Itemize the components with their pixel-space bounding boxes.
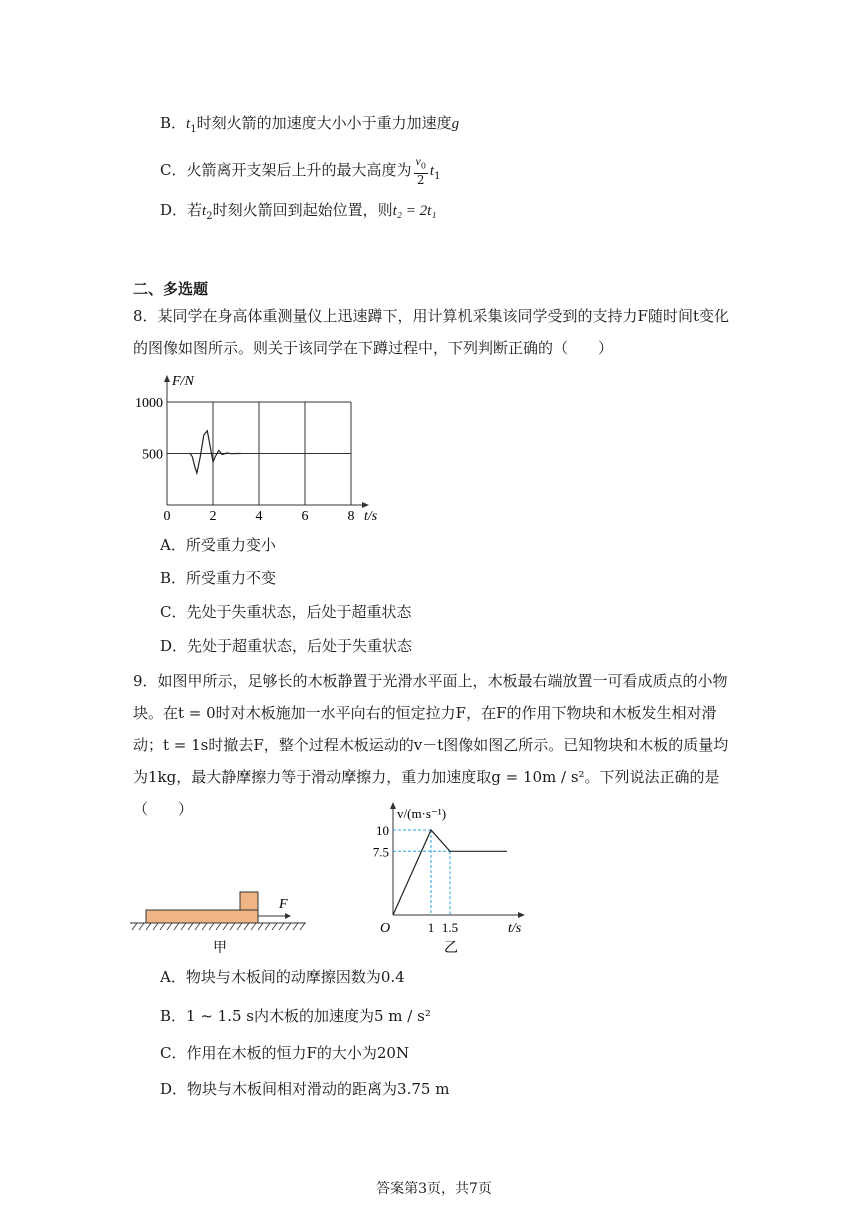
force-label: F: [279, 897, 288, 912]
hatch-mark: [272, 923, 277, 930]
q8-option-d: D．先处于超重状态，后处于失重状态: [160, 637, 413, 655]
hatch-mark: [300, 923, 305, 930]
hatch-mark: [139, 923, 144, 930]
force-curve: [190, 431, 241, 473]
hatch-mark: [265, 923, 270, 930]
y-axis-label: F/N: [172, 374, 194, 389]
q9-option-d: D．物块与木板间相对滑动的距离为3.75 m: [160, 1080, 450, 1098]
ground-hatching: [132, 923, 305, 930]
hatch-mark: [195, 923, 200, 930]
y-tick-label: 10: [376, 823, 389, 838]
hatch-mark: [258, 923, 263, 930]
y-tick-label: 1000: [135, 396, 163, 411]
hatch-mark: [216, 923, 221, 930]
y-axis-arrow: [164, 375, 170, 382]
q7-option-d: D．若$t_2$时刻火箭回到起始位置，则t₂ = 2t₁: [160, 201, 437, 222]
y-axis-label: v/(m·s⁻¹): [397, 806, 447, 821]
hatch-mark: [286, 923, 291, 930]
q9-option-c: C．作用在木板的恒力F的大小为20N: [160, 1044, 410, 1062]
x-tick-label: 6: [301, 509, 309, 522]
x-tick-label: 4: [255, 509, 263, 522]
y-tick-label: 7.5: [372, 844, 389, 860]
x-axis-arrow: [518, 912, 525, 918]
hatch-mark: [230, 923, 235, 930]
origin-label: O: [379, 921, 391, 936]
hatch-mark: [146, 923, 151, 930]
figure-b-caption: 乙: [444, 941, 458, 956]
hatch-mark: [279, 923, 284, 930]
hatch-mark: [174, 923, 179, 930]
hatch-mark: [223, 923, 228, 930]
q8-option-b: B．所受重力不变: [160, 569, 277, 587]
force-arrowhead: [285, 913, 291, 919]
fraction: $\frac{v_0}{2}$: [415, 154, 426, 187]
hatch-mark: [209, 923, 214, 930]
q8-option-c: C．先处于失重状态，后处于超重状态: [160, 603, 412, 621]
figure-a-caption: 甲: [213, 941, 227, 956]
x-axis-arrow: [362, 502, 369, 508]
q9-option-b: B．1 ~ 1.5 s内木板的加速度为5 m / s²: [160, 1007, 431, 1025]
q7-option-b: B．$t_1$时刻火箭的加速度大小小于重力加速度g: [160, 114, 460, 135]
hatch-mark: [237, 923, 242, 930]
hatch-mark: [167, 923, 172, 930]
q9-figure-a: [128, 886, 313, 956]
x-tick-label: 0: [163, 509, 171, 522]
q8-option-a: A．所受重力变小: [160, 536, 276, 554]
hatch-mark: [188, 923, 193, 930]
q8-stem: 8．某同学在身高体重测量仪上迅速蹲下，用计算机采集该同学受到的支持力F随时间t变化的图像如图所示。则关于该同学在下蹲过程中，下列判断正确的（ ）: [133, 307, 729, 357]
board: [146, 910, 258, 923]
q7-option-c: C．火箭离开支架后上升的最大高度为 $\frac{v_0}{2}$ $t_1$: [160, 154, 441, 187]
hatch-mark: [202, 923, 207, 930]
y-tick-label: 500: [142, 447, 163, 463]
y-axis-arrow: [390, 802, 396, 809]
hatch-mark: [293, 923, 298, 930]
x-tick-label: 1.5: [441, 920, 459, 935]
section-title: 二、多选题: [133, 280, 209, 298]
x-axis-label: t/s: [364, 509, 378, 522]
option-b-label: B．: [160, 114, 187, 132]
hatch-mark: [160, 923, 165, 930]
hatch-mark: [153, 923, 158, 930]
q9-velocity-chart: [362, 800, 542, 960]
x-tick-label: 8: [347, 509, 355, 522]
hatch-mark: [251, 923, 256, 930]
block: [240, 892, 258, 910]
q8-force-chart: [128, 372, 388, 522]
hatch-mark: [181, 923, 186, 930]
x-axis-label: t/s: [508, 921, 522, 936]
x-tick-label: 1: [427, 920, 435, 935]
hatch-mark: [132, 923, 137, 930]
x-tick-label: 2: [209, 509, 217, 522]
page-footer: 答案第3页，共7页: [376, 1181, 492, 1197]
q9-option-a: A．物块与木板间的动摩擦因数为0.4: [160, 968, 405, 986]
hatch-mark: [244, 923, 249, 930]
q9-stem: 9．如图甲所示，足够长的木板静置于光滑水平面上，木板最右端放置一可看成质点的小物块。在t = 0时对木板施加一水平向右的恒定拉力F，在F的作用下物块和木板发生相对滑动；t = 1s时撤去F，整个过程木板运动的v－t图像如图乙所示。已知物块和木板的质量均为1kg，最大静摩擦力等于滑动摩擦力，重力加速度取g = 10m / s²。下列说法正确的是（ ）: [133, 672, 729, 818]
